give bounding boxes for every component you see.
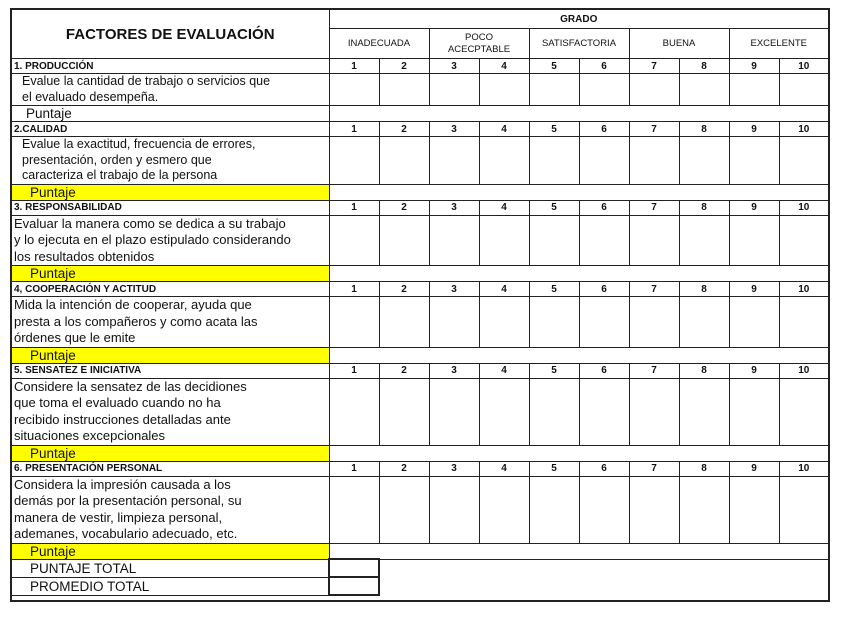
grade-number-2: 2: [379, 363, 429, 378]
section-description: [11, 215, 329, 266]
grade-cell-9[interactable]: [729, 215, 779, 266]
grade-number-5: 5: [529, 122, 579, 137]
grade-number-10: 10: [779, 282, 829, 297]
puntaje-row: [11, 445, 829, 461]
section-description-row: [11, 476, 829, 543]
description-line: caracteriza el trabajo de la persona: [22, 168, 218, 182]
grade-cell-5[interactable]: [529, 476, 579, 543]
grade-number-2: 2: [379, 122, 429, 137]
grade-cell-3[interactable]: [429, 215, 479, 266]
description-line: que toma el evaluado cuando no ha: [14, 395, 221, 410]
grade-number-2: 2: [379, 59, 429, 74]
grade-number-4: 4: [479, 282, 529, 297]
grade-cell-9[interactable]: [729, 74, 779, 106]
grade-number-7: 7: [629, 282, 679, 297]
puntaje-label: Puntaje: [11, 543, 329, 559]
grade-number-9: 9: [729, 122, 779, 137]
grade-number-4: 4: [479, 122, 529, 137]
grade-number-9: 9: [729, 59, 779, 74]
puntaje-value-cell[interactable]: [329, 347, 829, 363]
grade-number-5: 5: [529, 282, 579, 297]
category-poco-aceptable: POCO ACECPTABLE: [429, 29, 529, 59]
section-header-row: [11, 200, 829, 215]
grade-number-9: 9: [729, 363, 779, 378]
grade-number-7: 7: [629, 122, 679, 137]
grade-cell-3[interactable]: [429, 297, 479, 348]
grade-number-3: 3: [429, 59, 479, 74]
section-title: 6. PRESENTACIÓN PERSONAL: [11, 461, 329, 476]
grade-cell-6[interactable]: [579, 476, 629, 543]
section-description-row: [11, 74, 829, 106]
grade-cell-8[interactable]: [679, 297, 729, 348]
grade-cell-6[interactable]: [579, 378, 629, 445]
grade-cell-10[interactable]: [779, 476, 829, 543]
grade-number-7: 7: [629, 59, 679, 74]
grade-cell-6[interactable]: [579, 137, 629, 185]
puntaje-label: Puntaje: [11, 184, 329, 200]
promedio-total-label: PROMEDIO TOTAL: [11, 577, 329, 595]
grade-number-4: 4: [479, 59, 529, 74]
grade-number-5: 5: [529, 200, 579, 215]
description-line: Evaluar la manera como se dedica a su trabajo: [14, 215, 286, 231]
description-line: y lo ejecuta en el plazo estipulado considerando: [14, 232, 291, 247]
grade-cell-3[interactable]: [429, 137, 479, 185]
grade-number-10: 10: [779, 200, 829, 215]
evaluation-table: [10, 8, 830, 602]
grade-cell-10[interactable]: [779, 137, 829, 185]
grade-number-6: 6: [579, 282, 629, 297]
grade-number-8: 8: [679, 461, 729, 476]
promedio-total-value-box[interactable]: [329, 577, 379, 595]
grade-cell-2[interactable]: [379, 378, 429, 445]
section-description: [11, 476, 329, 543]
description-line: demás por la presentación personal, su: [14, 493, 242, 508]
puntaje-row: [11, 347, 829, 363]
grade-cell-4[interactable]: [479, 297, 529, 348]
grade-number-4: 4: [479, 200, 529, 215]
grade-number-1: 1: [329, 282, 379, 297]
grade-cell-4[interactable]: [479, 137, 529, 185]
grade-cell-9[interactable]: [729, 297, 779, 348]
section-header-row: [11, 282, 829, 297]
grade-number-10: 10: [779, 363, 829, 378]
section-description: [11, 297, 329, 348]
grade-cell-5[interactable]: [529, 74, 579, 106]
grade-cell-6[interactable]: [579, 215, 629, 266]
puntaje-value-cell[interactable]: [329, 445, 829, 461]
description-line: manera de vestir, limpieza personal,: [14, 509, 223, 525]
section-title: 5. SENSATEZ E INICIATIVA: [11, 363, 329, 378]
grade-cell-6[interactable]: [579, 297, 629, 348]
puntaje-total-value-box[interactable]: [329, 559, 379, 577]
promedio-total-row: [11, 577, 829, 595]
section-description-row: [11, 137, 829, 185]
grade-number-9: 9: [729, 200, 779, 215]
puntaje-value-cell[interactable]: [329, 266, 829, 282]
grade-cell-8[interactable]: [679, 74, 729, 106]
grade-cell-3[interactable]: [429, 74, 479, 106]
section-description-row: [11, 378, 829, 445]
section-header-row: [11, 461, 829, 476]
grade-number-7: 7: [629, 200, 679, 215]
section-description: [11, 137, 329, 185]
grade-cell-2[interactable]: [379, 74, 429, 106]
section-description-row: [11, 297, 829, 348]
grade-cell-9[interactable]: [729, 476, 779, 543]
description-line: Evalue la cantidad de trabajo o servicios que: [22, 74, 271, 88]
grade-cell-7[interactable]: [629, 378, 679, 445]
grade-number-9: 9: [729, 461, 779, 476]
grade-number-8: 8: [679, 282, 729, 297]
grade-cell-7[interactable]: [629, 476, 679, 543]
bottom-spacer-row: [11, 595, 829, 601]
grade-cell-5[interactable]: [529, 215, 579, 266]
category-buena: BUENA: [629, 29, 729, 59]
grade-cell-3[interactable]: [429, 476, 479, 543]
grade-number-2: 2: [379, 200, 429, 215]
section-header-row: [11, 363, 829, 378]
description-line: ademanes, vocabulario adecuado, etc.: [14, 526, 238, 541]
grade-cell-2[interactable]: [379, 137, 429, 185]
puntaje-total-label: PUNTAJE TOTAL: [11, 559, 329, 577]
grade-number-10: 10: [779, 59, 829, 74]
grade-number-8: 8: [679, 59, 729, 74]
grade-number-2: 2: [379, 282, 429, 297]
grade-cell-4[interactable]: [479, 378, 529, 445]
empty-area: [379, 559, 829, 577]
grade-number-7: 7: [629, 461, 679, 476]
grade-number-3: 3: [429, 363, 479, 378]
grade-number-1: 1: [329, 59, 379, 74]
grade-number-7: 7: [629, 363, 679, 378]
section-header-row: [11, 122, 829, 137]
section-description-row: [11, 215, 829, 266]
grade-cell-7[interactable]: [629, 215, 679, 266]
description-line: recibido instrucciones detalladas ante: [14, 411, 231, 427]
description-line: Considere la sensatez de las decidiones: [14, 378, 247, 394]
puntaje-value-cell[interactable]: [329, 106, 829, 122]
grade-number-4: 4: [479, 461, 529, 476]
description-line: Mida la intención de cooperar, ayuda que: [14, 297, 252, 312]
section-description: [11, 74, 329, 106]
grade-cell-2[interactable]: [379, 476, 429, 543]
grade-cell-4[interactable]: [479, 476, 529, 543]
grade-cell-1[interactable]: [329, 137, 379, 185]
grade-number-3: 3: [429, 122, 479, 137]
grade-number-9: 9: [729, 282, 779, 297]
grade-number-4: 4: [479, 363, 529, 378]
description-line: presta a los compañeros y como acata las: [14, 313, 258, 329]
grade-cell-8[interactable]: [679, 137, 729, 185]
puntaje-label: Puntaje: [11, 347, 329, 363]
grade-cell-1[interactable]: [329, 297, 379, 348]
category-inadecuada: INADECUADA: [329, 29, 429, 59]
puntaje-value-cell[interactable]: [329, 543, 829, 559]
grade-number-8: 8: [679, 122, 729, 137]
grade-number-10: 10: [779, 461, 829, 476]
grade-number-6: 6: [579, 200, 629, 215]
grade-number-1: 1: [329, 461, 379, 476]
grade-cell-10[interactable]: [779, 74, 829, 106]
grade-cell-9[interactable]: [729, 378, 779, 445]
grade-cell-4[interactable]: [479, 74, 529, 106]
puntaje-row: [11, 543, 829, 559]
grade-number-6: 6: [579, 59, 629, 74]
description-line: Considera la impresión causada a los: [14, 476, 231, 492]
evaluation-form: [10, 8, 830, 602]
grade-cell-1[interactable]: [329, 378, 379, 445]
grade-number-5: 5: [529, 461, 579, 476]
puntaje-label: Puntaje: [11, 106, 329, 122]
grade-cell-4[interactable]: [479, 215, 529, 266]
grade-cell-2[interactable]: [379, 215, 429, 266]
grade-cell-10[interactable]: [779, 215, 829, 266]
grade-cell-1[interactable]: [329, 215, 379, 266]
grade-number-1: 1: [329, 122, 379, 137]
grade-cell-6[interactable]: [579, 74, 629, 106]
grade-cell-7[interactable]: [629, 74, 679, 106]
section-title: 1. PRODUCCIÓN: [11, 59, 329, 74]
grade-cell-1[interactable]: [329, 74, 379, 106]
grade-cell-2[interactable]: [379, 297, 429, 348]
grade-cell-8[interactable]: [679, 378, 729, 445]
grade-cell-10[interactable]: [779, 378, 829, 445]
description-line: el evaluado desempeña.: [22, 89, 159, 104]
bottom-spacer: [11, 595, 829, 601]
grade-cell-10[interactable]: [779, 297, 829, 348]
grade-number-3: 3: [429, 461, 479, 476]
puntaje-row: [11, 184, 829, 200]
grade-number-8: 8: [679, 363, 729, 378]
puntaje-row: [11, 266, 829, 282]
category-excelente: EXCELENTE: [729, 29, 829, 59]
grade-cell-5[interactable]: [529, 297, 579, 348]
grade-number-2: 2: [379, 461, 429, 476]
grade-cell-3[interactable]: [429, 378, 479, 445]
grade-number-3: 3: [429, 200, 479, 215]
grade-cell-8[interactable]: [679, 476, 729, 543]
grade-number-1: 1: [329, 363, 379, 378]
factors-title: FACTORES DE EVALUACIÓN: [11, 9, 329, 59]
grade-number-10: 10: [779, 122, 829, 137]
grade-cell-8[interactable]: [679, 215, 729, 266]
section-header-row: [11, 59, 829, 74]
section-title: 3. RESPONSABILIDAD: [11, 200, 329, 215]
puntaje-total-row: [11, 559, 829, 577]
grade-number-6: 6: [579, 461, 629, 476]
grade-cell-7[interactable]: [629, 137, 679, 185]
puntaje-value-cell[interactable]: [329, 184, 829, 200]
description-line: órdenes que le emite: [14, 330, 136, 345]
grade-number-6: 6: [579, 363, 629, 378]
grade-number-6: 6: [579, 122, 629, 137]
description-line: presentación, orden y esmero que: [22, 152, 212, 167]
grade-number-5: 5: [529, 363, 579, 378]
grade-cell-1[interactable]: [329, 476, 379, 543]
section-description: [11, 378, 329, 445]
grado-header: GRADO: [329, 9, 829, 29]
empty-area: [379, 577, 829, 595]
grade-number-1: 1: [329, 200, 379, 215]
grade-cell-5[interactable]: [529, 137, 579, 185]
puntaje-label: Puntaje: [11, 266, 329, 282]
grade-number-8: 8: [679, 200, 729, 215]
puntaje-row: [11, 106, 829, 122]
section-title: 2.CALIDAD: [11, 122, 329, 137]
grade-cell-7[interactable]: [629, 297, 679, 348]
grade-number-5: 5: [529, 59, 579, 74]
section-title: 4, COOPERACIÓN Y ACTITUD: [11, 282, 329, 297]
grade-cell-5[interactable]: [529, 378, 579, 445]
grade-number-3: 3: [429, 282, 479, 297]
description-line: situaciones excepcionales: [14, 428, 166, 443]
grade-cell-9[interactable]: [729, 137, 779, 185]
category-satisfactoria: SATISFACTORIA: [529, 29, 629, 59]
description-line: Evalue la exactitud, frecuencia de errores,: [22, 137, 256, 151]
description-line: los resultados obtenidos: [14, 248, 155, 264]
puntaje-label: Puntaje: [11, 445, 329, 461]
